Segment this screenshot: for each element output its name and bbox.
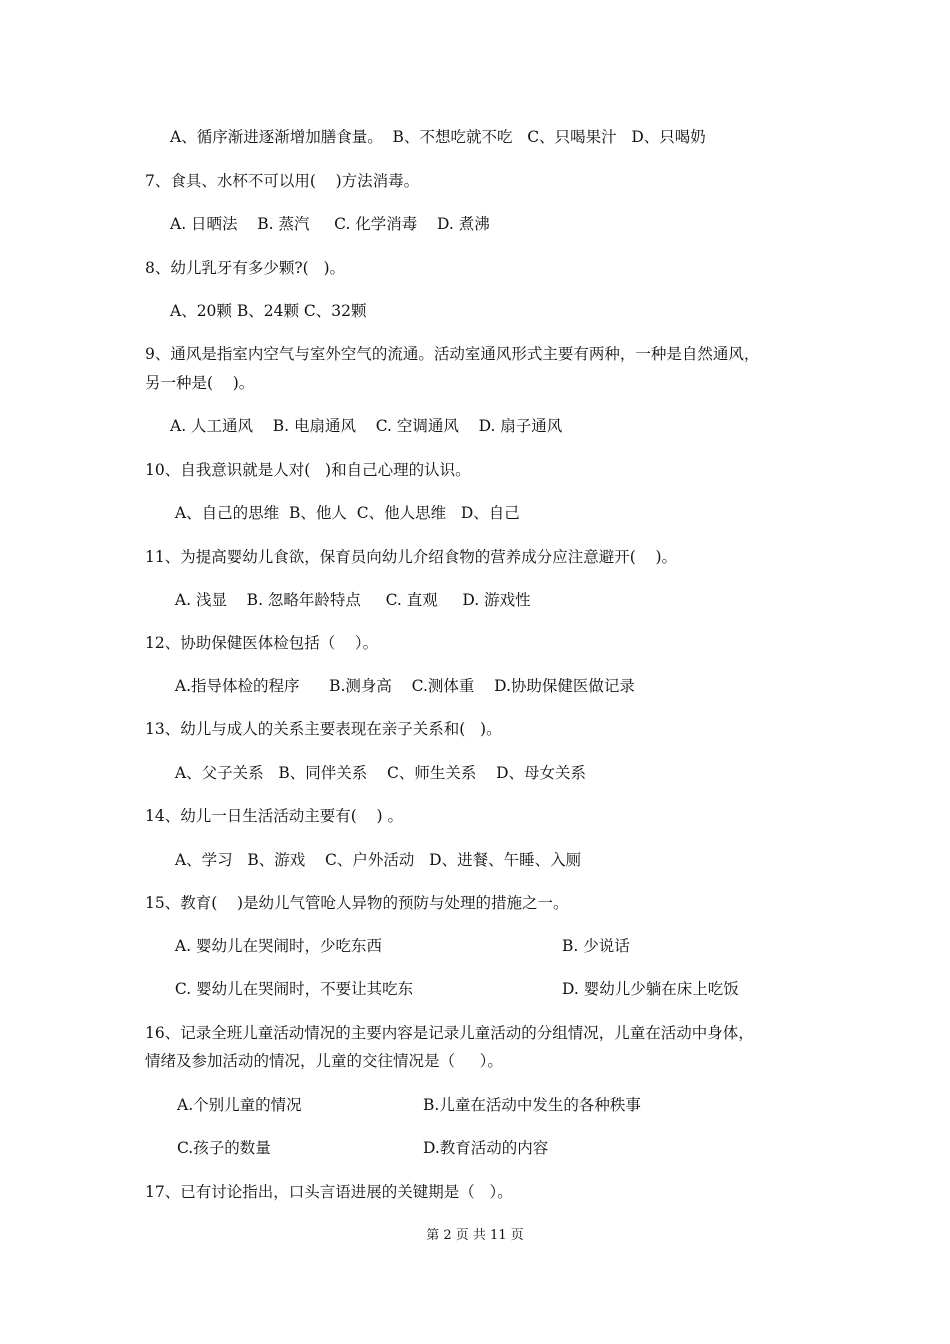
q7-options: A. 日晒法 B. 蒸汽 C. 化学消毒 D. 煮沸 bbox=[170, 215, 490, 233]
page-number-footer: 第 2 页 共 11 页 bbox=[426, 1228, 524, 1243]
question-8: 8、幼儿乳牙有多少颗?( )。 bbox=[145, 259, 346, 277]
question-16-line-2: 情绪及参加活动的情况，儿童的交往情况是（ ）。 bbox=[145, 1052, 503, 1070]
q9-options: A. 人工通风 B. 电扇通风 C. 空调通风 D. 扇子通风 bbox=[170, 417, 563, 435]
q12-options: A.指导体检的程序 B.测身高 C.测体重 D.协助保健医做记录 bbox=[170, 677, 635, 695]
question-12: 12、协助保健医体检包括（ ）。 bbox=[145, 634, 379, 652]
q16-option-a: A.个别儿童的情况 bbox=[177, 1096, 302, 1114]
q15-option-b: B. 少说话 bbox=[562, 937, 630, 955]
q10-options: A、自己的思维 B、他人 C、他人思维 D、自己 bbox=[170, 504, 520, 522]
q8-options: A、20颗 B、24颗 C、32颗 bbox=[170, 302, 367, 320]
q6-options: A、循序渐进逐渐增加膳食量。 B、不想吃就不吃 C、只喝果汁 D、只喝奶 bbox=[170, 128, 706, 146]
question-9-line-2: 另一种是( )。 bbox=[145, 374, 255, 392]
q16-option-c: C.孩子的数量 bbox=[177, 1139, 271, 1157]
q14-options: A、学习 B、游戏 C、户外活动 D、进餐、午睡、入厕 bbox=[170, 851, 582, 869]
question-10: 10、自我意识就是人对( )和自己心理的认识。 bbox=[145, 461, 471, 479]
question-16-line-1: 16、记录全班儿童活动情况的主要内容是记录儿童活动的分组情况，儿童在活动中身体， bbox=[145, 1024, 754, 1042]
q16-option-b: B.儿童在活动中发生的各种秩事 bbox=[423, 1096, 641, 1114]
q13-options: A、父子关系 B、同伴关系 C、师生关系 D、母女关系 bbox=[170, 764, 586, 782]
q15-option-a: A. 婴幼儿在哭闹时，少吃东西 bbox=[170, 937, 382, 955]
question-7: 7、食具、水杯不可以用( )方法消毒。 bbox=[145, 172, 420, 190]
question-13: 13、幼儿与成人的关系主要表现在亲子关系和( )。 bbox=[145, 720, 502, 738]
question-14: 14、幼儿一日生活活动主要有( ) 。 bbox=[145, 807, 403, 825]
question-17: 17、已有讨论指出，口头言语进展的关键期是（ ）。 bbox=[145, 1183, 513, 1201]
q16-option-d: D.教育活动的内容 bbox=[423, 1139, 549, 1157]
q11-options: A. 浅显 B. 忽略年龄特点 C. 直观 D. 游戏性 bbox=[170, 591, 531, 609]
question-15: 15、教育( )是幼儿气管呛人异物的预防与处理的措施之一。 bbox=[145, 894, 569, 912]
question-9-line-1: 9、通风是指室内空气与室外空气的流通。活动室通风形式主要有两种，一种是自然通风， bbox=[145, 345, 760, 363]
q15-option-d: D. 婴幼儿少躺在床上吃饭 bbox=[562, 980, 739, 998]
question-11: 11、为提高婴幼儿食欲，保育员向幼儿介绍食物的营养成分应注意避开( )。 bbox=[145, 548, 678, 566]
q15-option-c: C. 婴幼儿在哭闹时，不要让其吃东 bbox=[170, 980, 414, 998]
